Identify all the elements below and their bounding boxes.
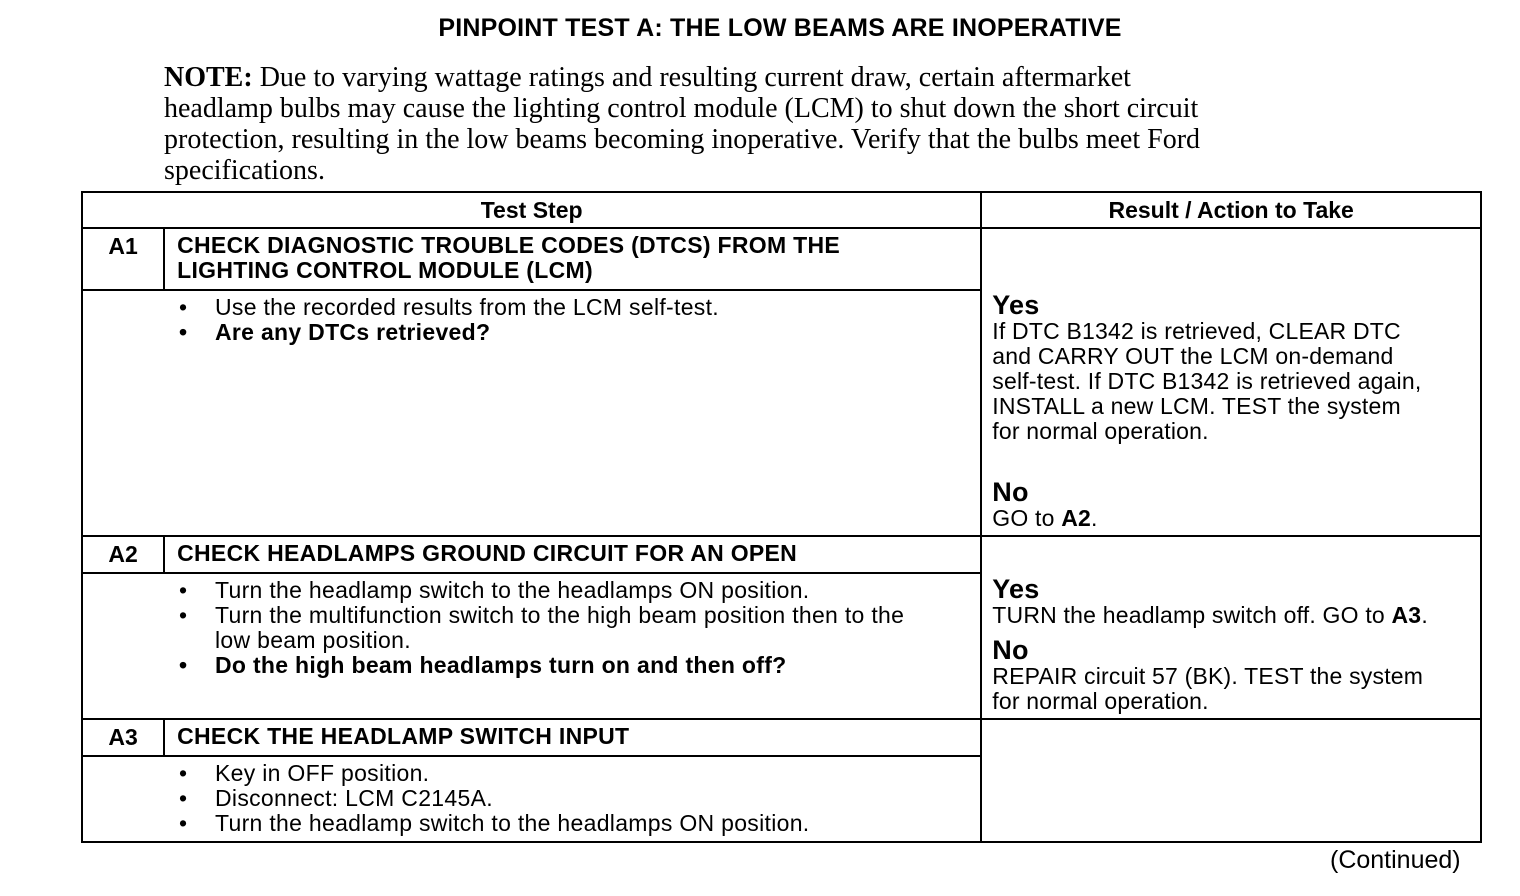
step-result xyxy=(981,228,1481,536)
step-body xyxy=(82,573,981,719)
pinpoint-test-table xyxy=(81,191,1482,843)
step-heading-line: CHECK THE HEADLAMP SWITCH INPUT xyxy=(177,723,630,749)
list-item: • Turn the multifunction switch to the high beam position then to the low beam position. xyxy=(83,603,980,653)
step-result xyxy=(981,719,1481,842)
step-bullets xyxy=(165,574,980,678)
no-label: No xyxy=(992,635,1029,665)
result-line xyxy=(992,603,1470,628)
step-heading-line: LIGHTING CONTROL MODULE (LCM) xyxy=(177,257,593,283)
result-line: INSTALL a new LCM. TEST the system xyxy=(992,393,1401,419)
result-text: . xyxy=(1091,505,1098,531)
result-text: . xyxy=(1421,602,1428,628)
step-reference: A3 xyxy=(1391,602,1422,628)
step-id: A1 xyxy=(82,228,164,290)
result-line: If DTC B1342 is retrieved, CLEAR DTC xyxy=(992,318,1401,344)
note-line: protection, resulting in the low beams becoming inoperative. Verify that the bulbs meet Ford xyxy=(164,124,1201,155)
list-item: • Use the recorded results from the LCM self-test. xyxy=(83,295,980,320)
step-bullets xyxy=(165,291,980,345)
result-text: TURN the headlamp switch off. GO to xyxy=(992,602,1392,628)
step-id: A2 xyxy=(82,536,164,573)
step-heading-line: CHECK HEADLAMPS GROUND CIRCUIT FOR AN OPEN xyxy=(177,540,798,566)
step-heading xyxy=(164,228,981,290)
step-result xyxy=(981,536,1481,719)
result-line: and CARRY OUT the LCM on-demand xyxy=(992,343,1394,369)
result-text: GO to xyxy=(992,505,1062,531)
result-line: self-test. If DTC B1342 is retrieved again, xyxy=(992,368,1422,394)
note-line: specifications. xyxy=(164,155,325,186)
step-heading xyxy=(164,536,981,573)
list-item: • Are any DTCs retrieved? xyxy=(83,320,980,345)
note-line: headlamp bulbs may cause the lighting control module (LCM) to shut down the short circuit xyxy=(164,93,1199,124)
list-item: • Key in OFF position. xyxy=(83,761,980,786)
result-line xyxy=(992,506,1470,531)
list-item: • Turn the headlamp switch to the headlamps ON position. xyxy=(83,811,980,836)
note-paragraph xyxy=(164,62,1364,186)
yes-label: Yes xyxy=(992,290,1040,320)
result-line: for normal operation. xyxy=(992,688,1209,714)
step-heading xyxy=(164,719,981,756)
yes-label: Yes xyxy=(992,574,1040,604)
table-header-row xyxy=(82,192,1481,228)
result-line: for normal operation. xyxy=(992,418,1209,444)
continued-label: (Continued) xyxy=(1330,846,1461,874)
list-item: • Turn the headlamp switch to the headlamps ON position. xyxy=(83,578,980,603)
list-item: • Do the high beam headlamps turn on and then off? xyxy=(83,653,980,678)
note-label: NOTE: xyxy=(164,62,253,93)
note-line: Due to varying wattage ratings and resulting current draw, certain aftermarket xyxy=(259,62,1131,93)
page-title: PINPOINT TEST A: THE LOW BEAMS ARE INOPERATIVE xyxy=(438,14,1122,42)
step-body xyxy=(82,756,981,842)
test-step-header: Test Step xyxy=(82,192,981,228)
result-line: REPAIR circuit 57 (BK). TEST the system xyxy=(992,663,1424,689)
step-reference: A2 xyxy=(1061,505,1092,531)
step-bullets xyxy=(165,757,980,836)
step-heading-row xyxy=(82,536,1481,573)
step-id: A3 xyxy=(82,719,164,756)
list-item: • Disconnect: LCM C2145A. xyxy=(83,786,980,811)
result-action-header: Result / Action to Take xyxy=(981,192,1481,228)
step-heading-row xyxy=(82,719,1481,756)
no-label: No xyxy=(992,477,1029,507)
step-heading-line: CHECK DIAGNOSTIC TROUBLE CODES (DTCS) FROM THE xyxy=(177,232,841,258)
step-heading-row xyxy=(82,228,1481,290)
step-body xyxy=(82,290,981,536)
